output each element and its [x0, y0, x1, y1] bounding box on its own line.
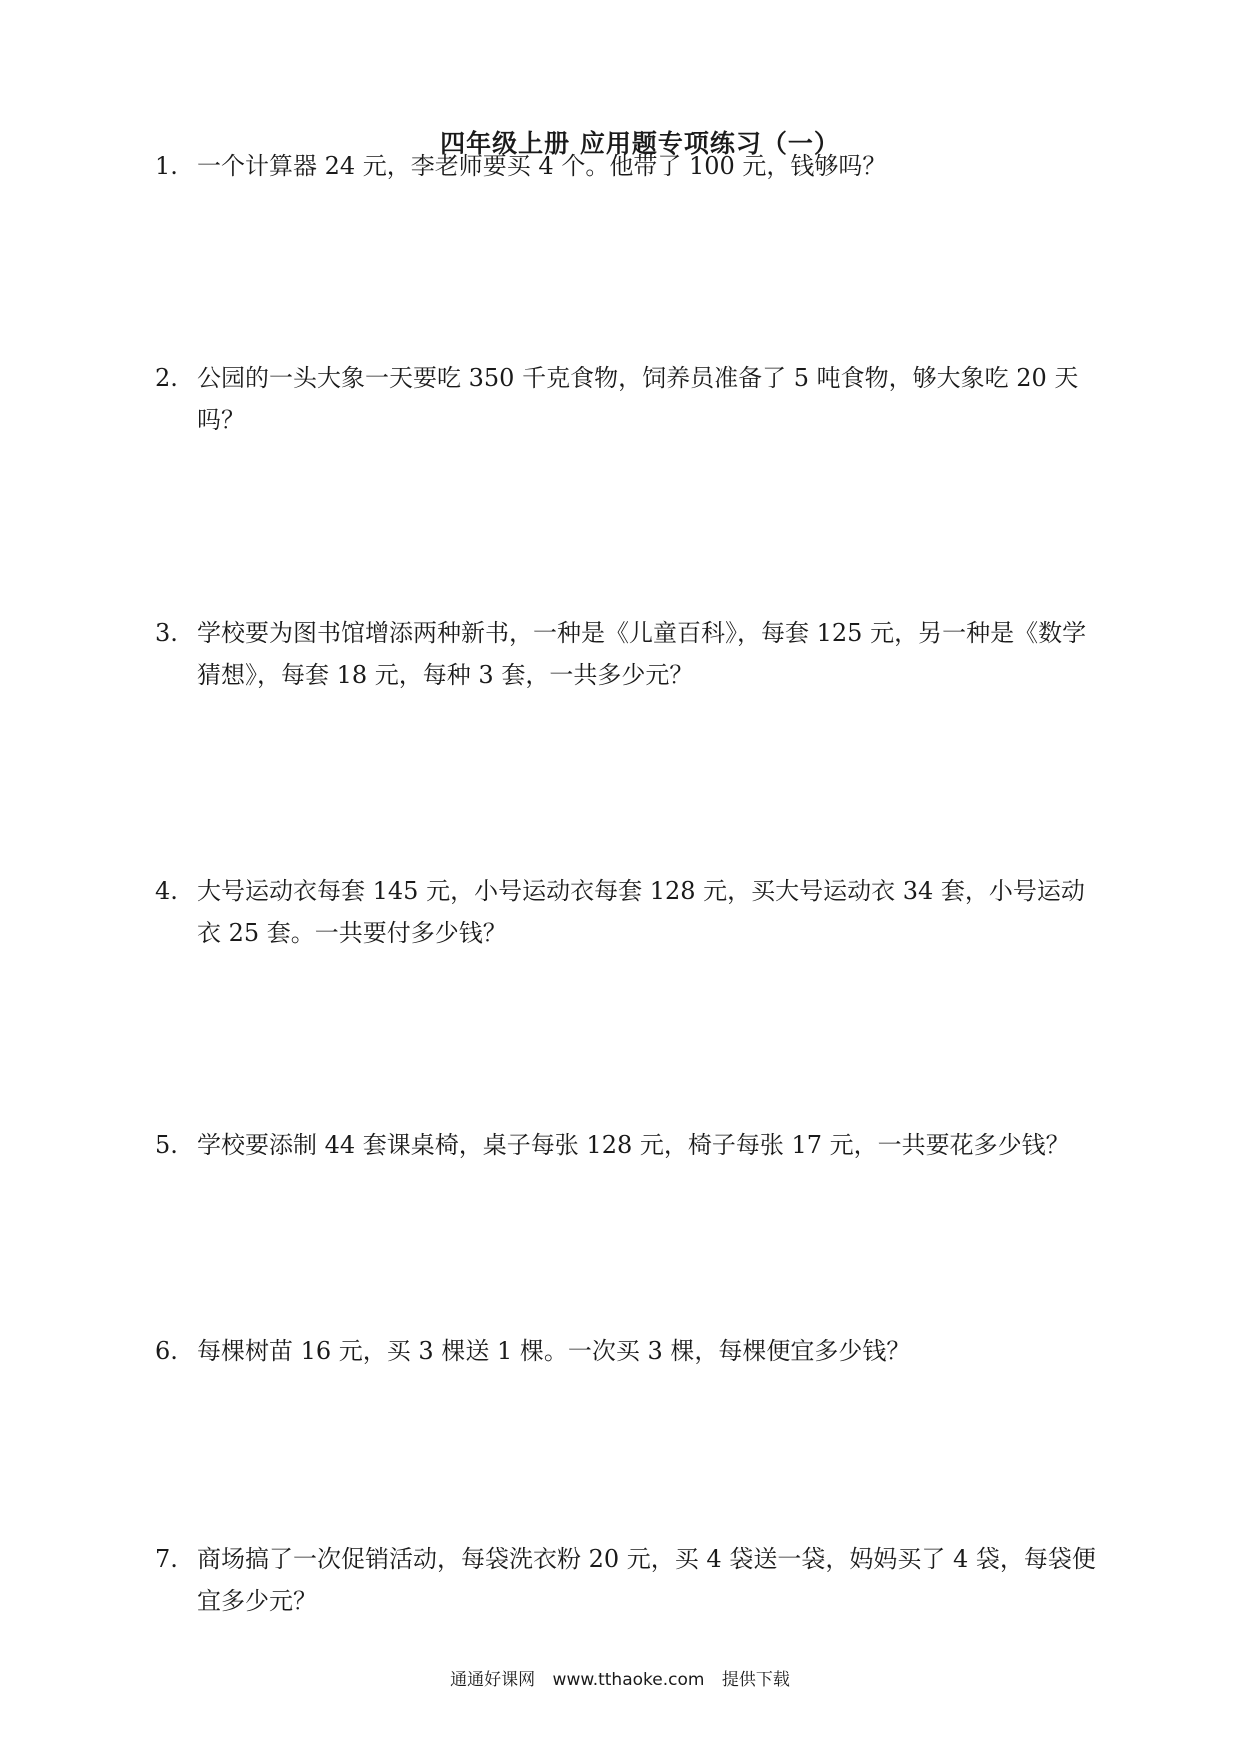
- question-text: 商场搞了一次促销活动，每袋洗衣粉 20 元，买 4 袋送一袋，妈妈买了 4 袋，每袋便宜多少元？: [197, 1545, 1096, 1615]
- question-4: [155, 870, 1105, 954]
- question-6: [155, 1330, 1105, 1372]
- question-text: 大号运动衣每套 145 元，小号运动衣每套 128 元，买大号运动衣 34 套，小号运动衣 25 套。一共要付多少钱？: [197, 877, 1085, 947]
- question-5: [155, 1124, 1105, 1166]
- question-1: [155, 145, 1105, 187]
- page-title: 四年级上册 应用题专项练习（一）: [440, 129, 840, 158]
- question-number: 2.: [155, 364, 178, 392]
- footer-site-name: 通通好课网: [450, 1670, 536, 1690]
- footer-url[interactable]: www.tthaoke.com: [552, 1670, 705, 1690]
- question-number: 4.: [155, 877, 178, 905]
- question-number: 7.: [155, 1545, 178, 1573]
- page-footer: [0, 1665, 1240, 1690]
- question-number: 3.: [155, 619, 178, 647]
- question-text: 公园的一头大象一天要吃 350 千克食物，饲养员准备了 5 吨食物，够大象吃 20 天吗？: [197, 364, 1079, 434]
- question-2: [155, 357, 1105, 441]
- question-number: 1.: [155, 152, 178, 180]
- question-text: 一个计算器 24 元，李老师要买 4 个。他带了 100 元，钱够吗？: [197, 152, 887, 180]
- question-text: 学校要添制 44 套课桌椅，桌子每张 128 元，椅子每张 17 元，一共要花多少钱？: [197, 1131, 1070, 1159]
- question-text: 学校要为图书馆增添两种新书，一种是《儿童百科》，每套 125 元，另一种是《数学猜想》，每套 18 元，每种 3 套，一共多少元？: [197, 619, 1087, 689]
- question-number: 6.: [155, 1337, 178, 1365]
- question-3: [155, 612, 1105, 696]
- question-7: [155, 1538, 1105, 1622]
- question-text: 每棵树苗 16 元，买 3 棵送 1 棵。一次买 3 棵，每棵便宜多少钱？: [197, 1337, 911, 1365]
- question-number: 5.: [155, 1131, 178, 1159]
- footer-note: 提供下载: [721, 1670, 790, 1690]
